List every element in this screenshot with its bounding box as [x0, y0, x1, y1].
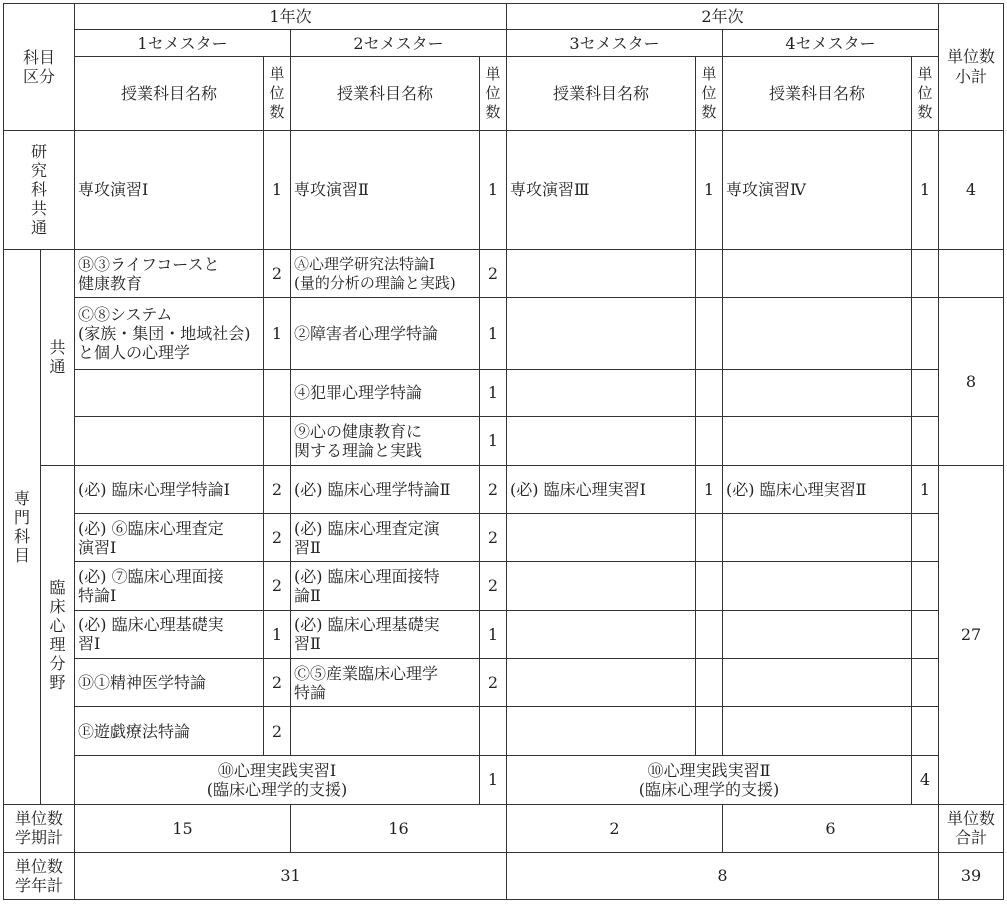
empty-cell: [696, 513, 723, 561]
unit-cell: 2: [480, 249, 507, 297]
empty-cell: [723, 659, 912, 707]
empty-cell: [696, 707, 723, 755]
course-cell: (必) ⑥臨床心理査定 演習Ⅰ: [75, 513, 264, 561]
course-name-header: 授業科目名称: [75, 57, 264, 131]
course-cell: (必) 臨床心理基礎実 習Ⅱ: [291, 610, 480, 658]
unit-cell: 1: [264, 130, 291, 249]
sem4-header: 4セメスター: [723, 30, 939, 57]
empty-cell: [912, 610, 939, 658]
course-cell: [291, 707, 480, 755]
course-cell: [75, 417, 264, 465]
empty-cell: [696, 417, 723, 465]
unit-cell: 1: [480, 417, 507, 465]
unit-cell: 1: [480, 298, 507, 370]
course-cell: (必) 臨床心理実習Ⅱ: [723, 465, 912, 513]
course-cell: (必) 臨床心理学特論Ⅰ: [75, 465, 264, 513]
empty-cell: [723, 417, 912, 465]
grand-total-label: 単位数 合計: [939, 805, 1004, 852]
empty-cell: [696, 369, 723, 416]
course-cell: (必) 臨床心理面接特 論Ⅱ: [291, 562, 480, 610]
units-header: 単 位 数: [480, 57, 507, 131]
course-cell: ②障害者心理学特論: [291, 298, 480, 370]
empty-cell: [723, 249, 912, 297]
course-name-header: 授業科目名称: [507, 57, 696, 131]
units-header: 単 位 数: [912, 57, 939, 131]
course-cell: (必) ⑦臨床心理面接 特論Ⅰ: [75, 562, 264, 610]
course-cell: (必) 臨床心理実習Ⅰ: [507, 465, 696, 513]
empty-cell: [507, 513, 696, 561]
empty-cell: [939, 249, 1004, 297]
course-cell: 専攻演習Ⅳ: [723, 130, 912, 249]
sem3-header: 3セメスター: [507, 30, 723, 57]
empty-cell: [507, 659, 696, 707]
term-total-s3: 2: [507, 805, 723, 852]
subtotal-cell: 4: [939, 130, 1004, 249]
empty-cell: [507, 610, 696, 658]
course-cell: Ⓒ⑧システム (家族・集団・地域社会) と個人の心理学: [75, 298, 264, 370]
course-cell: (必) 臨床心理査定演 習Ⅱ: [291, 513, 480, 561]
unit-cell: 2: [480, 513, 507, 561]
unit-cell: 2: [264, 513, 291, 561]
unit-cell: 2: [480, 562, 507, 610]
unit-cell: 2: [480, 465, 507, 513]
empty-cell: [912, 369, 939, 416]
empty-cell: [696, 562, 723, 610]
term-total-s4: 6: [723, 805, 939, 852]
empty-cell: [696, 610, 723, 658]
year1-header: 1年次: [75, 4, 507, 30]
unit-cell: [264, 417, 291, 465]
course-cell: ④犯罪心理学特論: [291, 369, 480, 416]
unit-cell: 1: [696, 130, 723, 249]
senmon-label: 専 門 科 目: [4, 249, 41, 804]
empty-cell: [912, 513, 939, 561]
category-header: 科目 区分: [4, 4, 75, 131]
empty-cell: [507, 417, 696, 465]
course-cell: ⑨心の健康教育に 関する理論と実践: [291, 417, 480, 465]
course-cell: Ⓑ③ライフコースと 健康教育: [75, 249, 264, 297]
course-cell: Ⓓ①精神医学特論: [75, 659, 264, 707]
empty-cell: [696, 659, 723, 707]
unit-cell: [480, 707, 507, 755]
year-total-y2: 8: [507, 852, 939, 899]
empty-cell: [507, 249, 696, 297]
unit-cell: 2: [264, 659, 291, 707]
empty-cell: [507, 298, 696, 370]
unit-cell: 1: [480, 130, 507, 249]
units-header: 単 位 数: [696, 57, 723, 131]
unit-cell: 2: [264, 562, 291, 610]
unit-cell: 4: [912, 755, 939, 804]
course-cell: Ⓒ⑤産業臨床心理学 特論: [291, 659, 480, 707]
unit-cell: 1: [264, 298, 291, 370]
clinical-label: 臨 床 心 理 分 野: [41, 465, 75, 805]
unit-cell: 2: [264, 707, 291, 755]
empty-cell: [723, 298, 912, 370]
unit-cell: 1: [696, 465, 723, 513]
sem1-header: 1セメスター: [75, 30, 291, 57]
empty-cell: [723, 610, 912, 658]
term-total-label: 単位数 学期計: [4, 805, 75, 852]
course-cell: (必) 臨床心理学特論Ⅱ: [291, 465, 480, 513]
unit-cell: 1: [480, 610, 507, 658]
practice-2-cell: ⑩心理実践実習Ⅱ (臨床心理学的支援): [507, 755, 912, 804]
empty-cell: [507, 369, 696, 416]
empty-cell: [696, 298, 723, 370]
empty-cell: [723, 562, 912, 610]
unit-cell: 1: [480, 755, 507, 804]
course-cell: [75, 369, 264, 416]
research-common-label: 研 究 科 共 通: [4, 130, 75, 249]
subtotal-cell: 27: [939, 465, 1004, 805]
common-label: 共 通: [41, 249, 75, 465]
unit-cell: 2: [480, 659, 507, 707]
empty-cell: [723, 369, 912, 416]
term-total-s2: 16: [291, 805, 507, 852]
empty-cell: [912, 298, 939, 370]
course-cell: Ⓔ遊戯療法特論: [75, 707, 264, 755]
empty-cell: [912, 249, 939, 297]
course-cell: Ⓐ心理学研究法特論Ⅰ (量的分析の理論と実践): [291, 249, 480, 297]
year-total-y1: 31: [75, 852, 507, 899]
units-header: 単 位 数: [264, 57, 291, 131]
unit-cell: [264, 369, 291, 416]
course-name-header: 授業科目名称: [723, 57, 912, 131]
unit-cell: 1: [264, 610, 291, 658]
empty-cell: [912, 417, 939, 465]
unit-cell: 1: [480, 369, 507, 416]
unit-cell: 1: [912, 465, 939, 513]
empty-cell: [723, 707, 912, 755]
course-cell: 専攻演習Ⅱ: [291, 130, 480, 249]
subtotal-header: 単位数 小計: [939, 4, 1004, 131]
empty-cell: [912, 707, 939, 755]
grand-total-value: 39: [939, 852, 1004, 899]
course-cell: 専攻演習Ⅰ: [75, 130, 264, 249]
term-total-s1: 15: [75, 805, 291, 852]
sem2-header: 2セメスター: [291, 30, 507, 57]
unit-cell: 2: [264, 249, 291, 297]
empty-cell: [507, 707, 696, 755]
course-cell: (必) 臨床心理基礎実 習Ⅰ: [75, 610, 264, 658]
course-name-header: 授業科目名称: [291, 57, 480, 131]
year2-header: 2年次: [507, 4, 939, 30]
empty-cell: [507, 562, 696, 610]
subtotal-cell: 8: [939, 298, 1004, 465]
empty-cell: [912, 562, 939, 610]
empty-cell: [912, 659, 939, 707]
curriculum-table: [3, 3, 1004, 900]
practice-1-cell: ⑩心理実践実習Ⅰ (臨床心理学的支援): [75, 755, 480, 804]
year-total-label: 単位数 学年計: [4, 852, 75, 899]
empty-cell: [696, 249, 723, 297]
course-cell: 専攻演習Ⅲ: [507, 130, 696, 249]
unit-cell: 2: [264, 465, 291, 513]
empty-cell: [723, 513, 912, 561]
unit-cell: 1: [912, 130, 939, 249]
